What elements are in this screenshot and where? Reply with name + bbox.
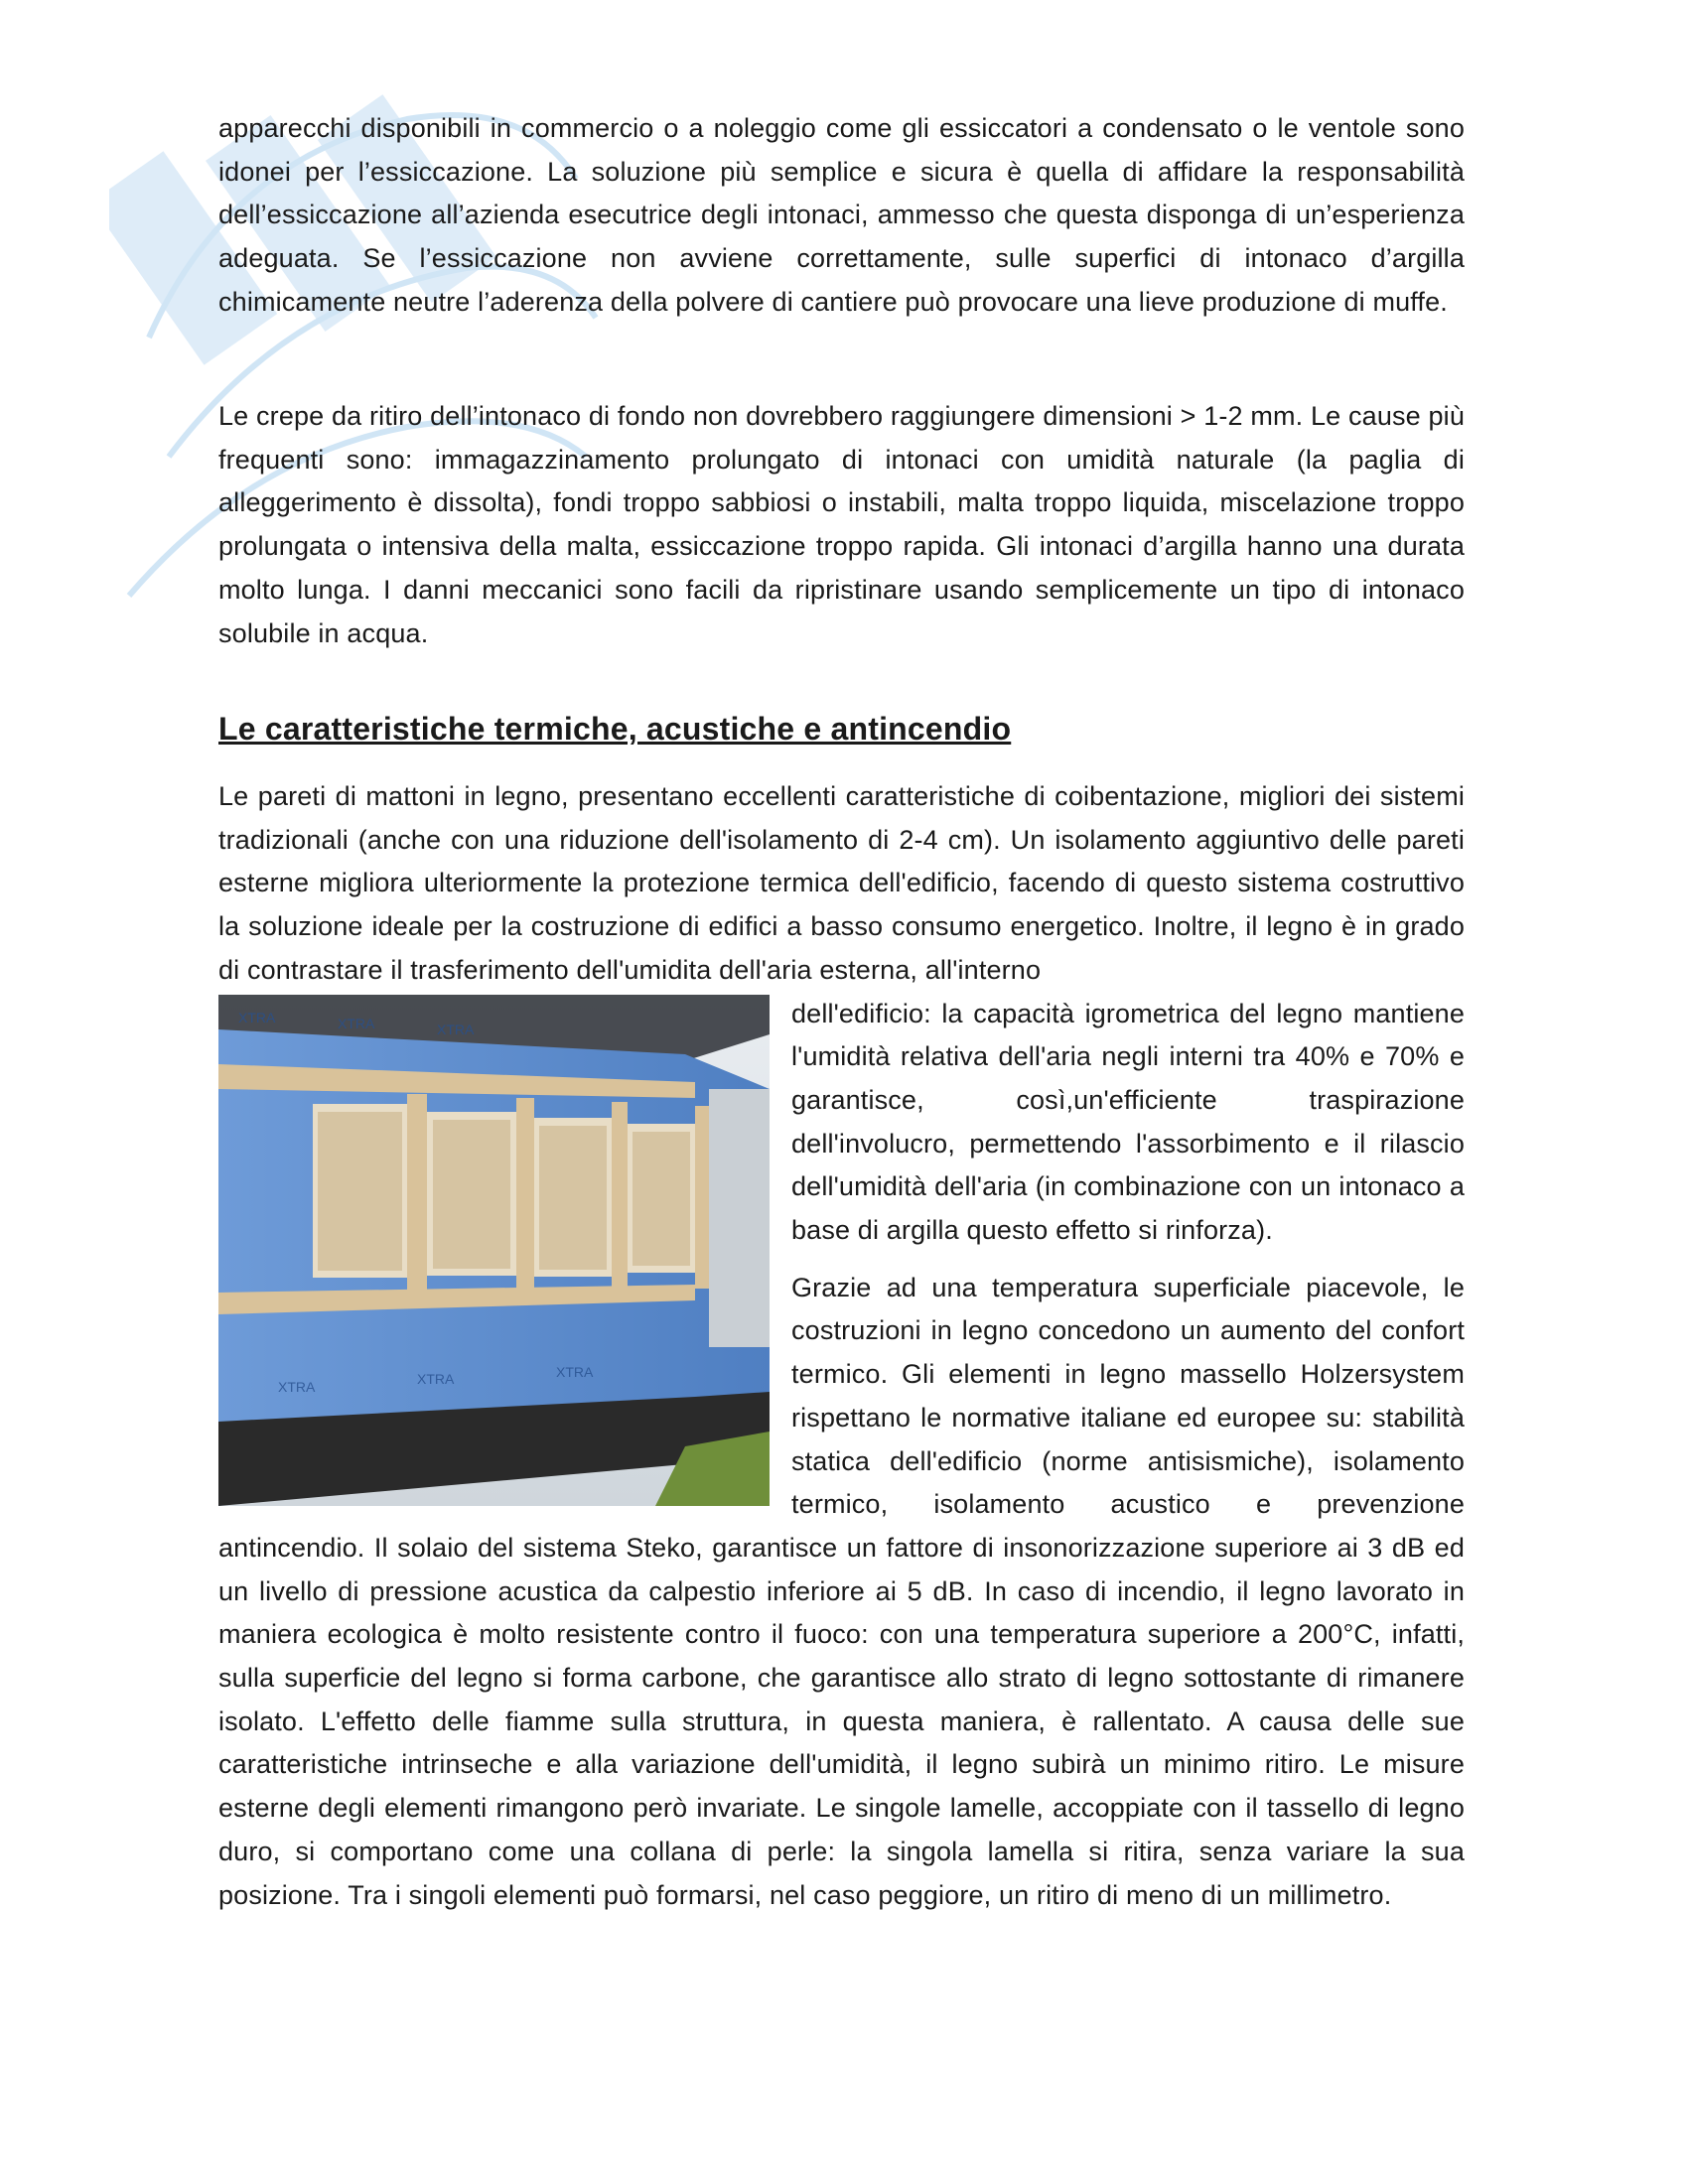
paragraph-drying bbox=[218, 107, 1465, 325]
wrap-label: XTRA bbox=[238, 1009, 276, 1025]
wrap-label: XTRA bbox=[556, 1363, 594, 1380]
paragraph-thermal-wrap: dell'edificio: la capacità igrometrica del legno mantiene l'umidità relativa dell'aria negli interni tra 40% e 70% e garantisce, così,un'efficiente traspirazione dell'involucro, permettendo l'assorbimento e il rilascio dell'umidità dell'aria (in combinazione con un intonaco a base di argilla questo effetto si rinforza). bbox=[791, 998, 1465, 1246]
wrap-label: XTRA bbox=[338, 1015, 375, 1031]
section-heading: Le caratteristiche termiche, acustiche e antincendio bbox=[218, 711, 1012, 747]
wrap-label: XTRA bbox=[417, 1370, 455, 1387]
paragraph-text: Le crepe da ritiro dell’intonaco di fondo non dovrebbero raggiungere dimensioni > 1-2 mm. Le cause più frequenti sono: immagazzinamento prolungato di intonaci con umidità naturale (la paglia di alleggerimento è dissolta), fondi troppo sabbiosi o instabili, malta troppo liquida, miscelazione troppo prolungata o intensiva della malta, essiccazione troppo rapida. Gli intonaci d’argilla hanno una durata molto lunga. I danni meccanici sono facili da ripristinare usando semplicemente un tipo di intonaco solubile in acqua. bbox=[218, 401, 1465, 648]
paragraph-comfort-fire: Grazie ad una temperatura superficiale piacevole, le costruzioni in legno concedono un aumento del confort termico. Gli elementi in legno massello Holzersystem rispettano le normative italiane ed europee su: stabilità statica dell'edificio (norme antisismiche), isolamento termico, isolamento acustico e prevenzione antincendio. Il solaio del sistema Steko, garantisce un fattore di insonorizzazione superiore ai 3 dB ed un livello di pressione acustica da calpestio inferiore ai 5 dB. In caso di incendio, il legno lavorato in maniera ecologica è molto resistente contro il fuoco: con una temperatura superiore a 200°C, infatti, sulla superficie del legno si forma carbone, che garantisce allo strato di legno sottostante di rimanere isolato. L'effetto delle fiamme sulla struttura, in questa maniera, è rallentato. A causa delle sue caratteristiche intrinseche e alla variazione dell'umidità, il legno subirà un minimo ritiro. Le misure esterne degli elementi rimangono però invariate. Le singole lamelle, accoppiate con il tassello di legno duro, si comportano come una collana di perle: la singola lamella si ritira, senza variare la sua posizione. Tra i singoli elementi può formarsi, nel caso peggiore, un ritiro di meno di un millimetro. bbox=[218, 1272, 1465, 1910]
paragraph-cracks bbox=[218, 395, 1465, 655]
wrap-label: XTRA bbox=[278, 1378, 316, 1395]
section-body bbox=[218, 775, 1465, 1917]
building-photo-icon bbox=[218, 995, 770, 1506]
paragraph-text: apparecchi disponibili in commercio o a noleggio come gli essiccatori a condensato o le ventole sono idonei per l’essiccazione. La soluzione più semplice e sicura è quella di affidare la responsabilità dell’essiccazione all’azienda esecutrice degli intonaci, ammesso che questa disponga di un’esperienza adeguata. Se l’essiccazione non avviene correttamente, sulle superfici di intonaco d’argilla chimicamente neutre l’aderenza della polvere di cantiere può provocare una lieve produzione di muffe. bbox=[218, 113, 1465, 317]
paragraph-thermal-intro: Le pareti di mattoni in legno, presentano eccellenti caratteristiche di coibentazione, migliori dei sistemi tradizionali (anche con una riduzione dell'isolamento di 2-4 cm). Un isolamento aggiuntivo delle pareti esterne migliora ulteriormente la protezione termica dell'edificio, facendo di questo sistema costruttivo la soluzione ideale per la costruzione di edifici a basso consumo energetico. Inoltre, il legno è in grado di contrastare il trasferimento dell'umidita dell'aria esterna, all'interno bbox=[218, 781, 1465, 985]
wrap-label: XTRA bbox=[437, 1021, 475, 1037]
